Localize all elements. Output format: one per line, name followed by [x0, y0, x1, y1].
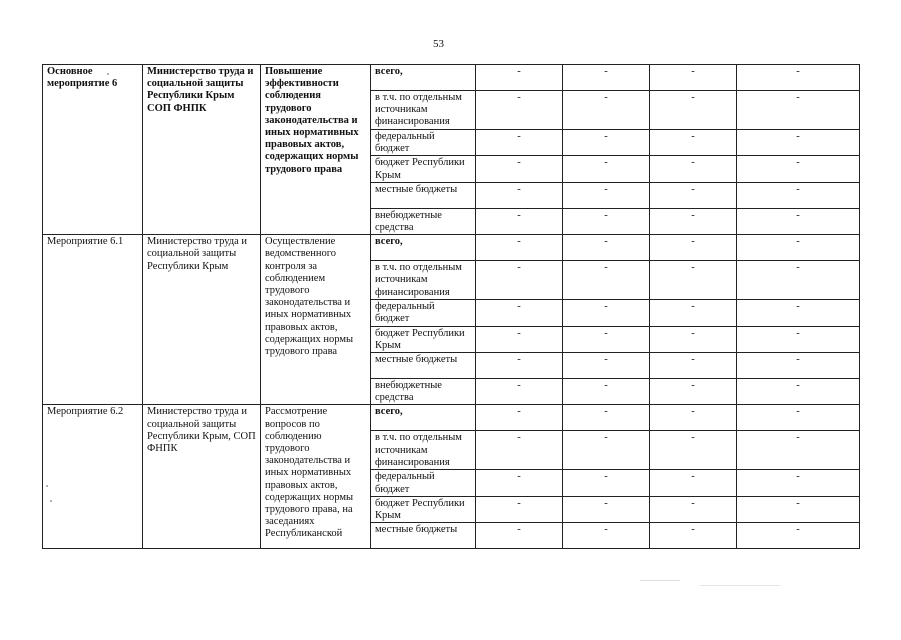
amount-value: - [604, 497, 608, 509]
amount-value: - [517, 209, 521, 221]
amount-value: - [691, 497, 695, 509]
amount-value: - [691, 157, 695, 169]
amount-value: - [517, 380, 521, 392]
amount-value: - [517, 471, 521, 483]
amount-value: - [517, 327, 521, 339]
amount-value: - [796, 497, 800, 509]
amount-cell [476, 130, 563, 156]
amount-cell [650, 261, 737, 300]
amount-value: - [691, 209, 695, 221]
amount-cell [737, 326, 860, 352]
amount-cell [563, 300, 650, 326]
amount-cell [650, 235, 737, 261]
amount-cell [476, 261, 563, 300]
amount-value: - [604, 432, 608, 444]
amount-value: - [691, 432, 695, 444]
amount-value: - [691, 524, 695, 536]
amount-value: - [517, 524, 521, 536]
amount-value: - [691, 301, 695, 313]
amount-cell [650, 470, 737, 496]
amount-value: - [796, 432, 800, 444]
amount-value: - [604, 183, 608, 195]
amount-cell [737, 182, 860, 208]
amount-value: - [517, 301, 521, 313]
amount-value: - [604, 262, 608, 274]
description-cell: Повышение эффективности соблюдения трудового законодательства и иных нормативных правовых актов, содержащих нормы трудового права [261, 65, 371, 235]
amount-value: - [691, 236, 695, 248]
amount-cell [737, 91, 860, 130]
amount-value: - [604, 131, 608, 142]
amount-cell [650, 300, 737, 326]
funding-source-cell: федеральный бюджет [371, 130, 476, 156]
funding-source-cell: всего, [371, 65, 476, 91]
funding-source-cell: в т.ч. по отдельным источникам финансирования [371, 91, 476, 130]
amount-cell [563, 379, 650, 405]
amount-value: - [796, 471, 800, 483]
amount-value: - [796, 92, 800, 103]
amount-cell [563, 182, 650, 208]
funding-source-cell: внебюджетные средства [371, 379, 476, 405]
amount-cell [476, 300, 563, 326]
amount-cell [563, 523, 650, 549]
table-row [43, 405, 860, 431]
table-row [43, 65, 860, 91]
amount-value: - [517, 497, 521, 509]
amount-cell [476, 379, 563, 405]
amount-cell [650, 91, 737, 130]
amount-value: - [604, 327, 608, 339]
amount-value: - [517, 354, 521, 366]
amount-cell [737, 156, 860, 182]
activity-name-cell: Основное мероприятие 6 [43, 65, 143, 235]
amount-value: - [604, 66, 608, 77]
amount-value: - [604, 354, 608, 366]
amount-cell [563, 91, 650, 130]
amount-value: - [796, 327, 800, 339]
funding-source-cell: бюджет Республики Крым [371, 326, 476, 352]
amount-cell [476, 523, 563, 549]
amount-cell [476, 326, 563, 352]
funding-source-cell: бюджет Республики Крым [371, 156, 476, 182]
amount-cell [563, 431, 650, 470]
amount-value: - [796, 406, 800, 418]
funding-source-cell: всего, [371, 235, 476, 261]
amount-cell [650, 182, 737, 208]
amount-cell [476, 91, 563, 130]
amount-cell [650, 405, 737, 431]
funding-source-cell: федеральный бюджет [371, 470, 476, 496]
amount-value: - [691, 131, 695, 142]
scan-speck [700, 585, 780, 586]
funding-source-cell: местные бюджеты [371, 182, 476, 208]
amount-cell [737, 405, 860, 431]
amount-cell [563, 405, 650, 431]
amount-cell [563, 353, 650, 379]
amount-cell [476, 208, 563, 234]
amount-cell [737, 130, 860, 156]
amount-value: - [604, 380, 608, 392]
budget-table [42, 64, 860, 549]
amount-value: - [796, 354, 800, 366]
amount-cell [476, 405, 563, 431]
amount-cell [563, 326, 650, 352]
amount-value: - [691, 380, 695, 392]
amount-cell [476, 65, 563, 91]
amount-value: - [604, 209, 608, 221]
amount-cell [650, 496, 737, 522]
amount-cell [737, 470, 860, 496]
amount-value: - [604, 406, 608, 418]
amount-value: - [691, 406, 695, 418]
amount-cell [650, 156, 737, 182]
amount-value: - [796, 380, 800, 392]
amount-value: - [517, 157, 521, 169]
amount-cell [476, 470, 563, 496]
amount-value: - [796, 301, 800, 313]
amount-cell [476, 496, 563, 522]
amount-cell [563, 470, 650, 496]
amount-cell [563, 156, 650, 182]
amount-cell [737, 353, 860, 379]
activity-name-cell: Мероприятие 6.1 [43, 235, 143, 405]
amount-value: - [691, 354, 695, 366]
amount-cell [650, 65, 737, 91]
amount-value: - [796, 157, 800, 169]
amount-cell [737, 431, 860, 470]
amount-value: - [796, 524, 800, 536]
amount-cell [737, 65, 860, 91]
amount-cell [737, 235, 860, 261]
amount-cell [737, 300, 860, 326]
funding-source-cell: местные бюджеты [371, 353, 476, 379]
funding-source-cell: всего, [371, 405, 476, 431]
amount-value: - [796, 66, 800, 77]
amount-cell [476, 235, 563, 261]
funding-source-cell: внебюджетные средства [371, 208, 476, 234]
amount-value: - [691, 183, 695, 195]
amount-value: - [604, 524, 608, 536]
amount-value: - [796, 262, 800, 274]
scan-speck [46, 485, 48, 487]
funding-source-cell: в т.ч. по отдельным источникам финансирования [371, 261, 476, 300]
amount-value: - [796, 209, 800, 221]
amount-value: - [604, 236, 608, 248]
amount-value: - [517, 92, 521, 103]
amount-value: - [517, 131, 521, 142]
amount-cell [650, 523, 737, 549]
amount-value: - [517, 432, 521, 444]
amount-value: - [604, 157, 608, 169]
scan-speck [107, 73, 109, 75]
amount-value: - [691, 66, 695, 77]
amount-value: - [517, 236, 521, 248]
funding-source-cell: местные бюджеты [371, 523, 476, 549]
amount-cell [563, 65, 650, 91]
amount-value: - [796, 236, 800, 248]
amount-cell [563, 261, 650, 300]
amount-cell [650, 130, 737, 156]
amount-cell [476, 156, 563, 182]
table-row [43, 235, 860, 261]
amount-cell [737, 496, 860, 522]
amount-cell [737, 261, 860, 300]
executor-cell: Министерство труда и социальной защиты Республики Крым [143, 235, 261, 405]
amount-cell [476, 182, 563, 208]
amount-value: - [604, 301, 608, 313]
amount-cell [650, 431, 737, 470]
executor-cell: Министерство труда и социальной защиты Республики Крым СОП ФНПК [143, 65, 261, 235]
executor-cell: Министерство труда и социальной защиты Республики Крым, СОП ФНПК [143, 405, 261, 549]
description-cell: Осуществление ведомственного контроля за соблюдением трудового законодательства и иных нормативных правовых актов, содержащих нормы трудового права [261, 235, 371, 405]
amount-cell [737, 208, 860, 234]
description-cell: Рассмотрение вопросов по соблюдению трудового законодательства и иных нормативных правовых актов, содержащих нормы трудового права, на заседаниях Республиканской [261, 405, 371, 549]
funding-source-cell: федеральный бюджет [371, 300, 476, 326]
amount-cell [650, 208, 737, 234]
amount-value: - [691, 327, 695, 339]
amount-cell [737, 523, 860, 549]
amount-value: - [517, 406, 521, 418]
funding-source-cell: в т.ч. по отдельным источникам финансирования [371, 431, 476, 470]
page-number: 53 [433, 38, 444, 50]
amount-value: - [604, 92, 608, 103]
amount-value: - [691, 471, 695, 483]
amount-cell [476, 353, 563, 379]
amount-value: - [691, 92, 695, 103]
amount-cell [650, 353, 737, 379]
activity-name-cell: Мероприятие 6.2 [43, 405, 143, 549]
amount-cell [650, 326, 737, 352]
amount-value: - [517, 183, 521, 195]
amount-value: - [796, 183, 800, 195]
amount-value: - [691, 262, 695, 274]
scan-speck [640, 580, 680, 581]
amount-cell [563, 130, 650, 156]
amount-cell [563, 496, 650, 522]
amount-cell [563, 208, 650, 234]
amount-value: - [796, 131, 800, 142]
amount-cell [563, 235, 650, 261]
amount-value: - [604, 471, 608, 483]
amount-value: - [517, 262, 521, 274]
amount-value: - [517, 66, 521, 77]
scan-speck [50, 500, 52, 502]
amount-cell [737, 379, 860, 405]
amount-cell [650, 379, 737, 405]
amount-cell [476, 431, 563, 470]
funding-source-cell: бюджет Республики Крым [371, 496, 476, 522]
